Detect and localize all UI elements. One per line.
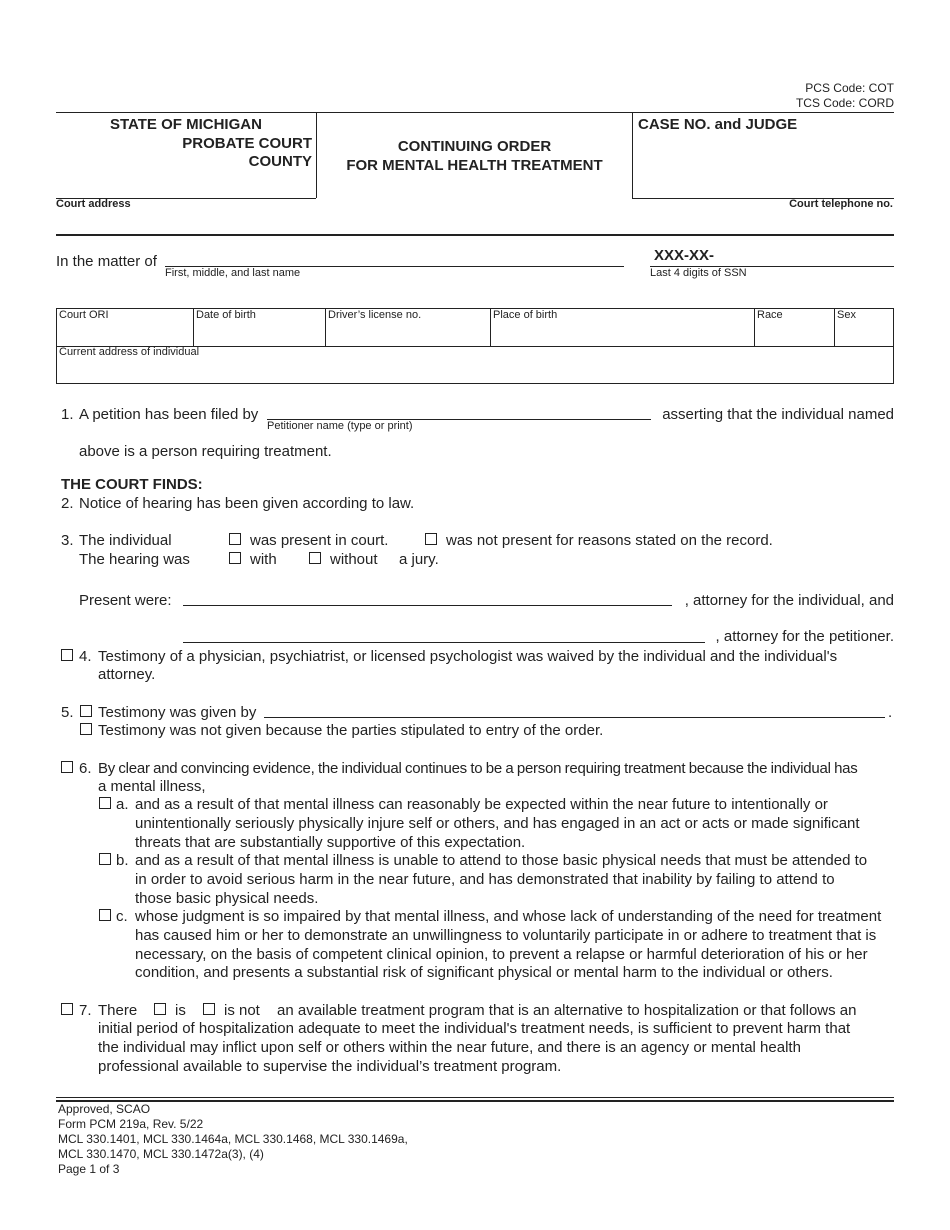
with-jury-checkbox[interactable] xyxy=(229,552,241,564)
item1-number: 1. xyxy=(61,406,74,423)
item6b-line3: those basic physical needs. xyxy=(135,890,319,907)
item6b-label: b. xyxy=(116,852,129,869)
sex-field[interactable]: Sex xyxy=(837,309,856,321)
present-label: was present in court. xyxy=(250,532,389,549)
item6c-line3: necessary, on the basis of competent clinical opinion, to prevent a relapse or harmful deterioration of his or her xyxy=(135,946,868,963)
attorney-individual-label: , attorney for the individual, and xyxy=(684,592,894,609)
ssn-caption: Last 4 digits of SSN xyxy=(650,267,747,279)
individual-label: The individual xyxy=(79,532,172,549)
footer-page: Page 1 of 3 xyxy=(58,1162,120,1176)
item6c-checkbox[interactable] xyxy=(99,909,111,921)
item5-number: 5. xyxy=(61,704,74,721)
petitioner-attorney-field[interactable] xyxy=(183,642,705,643)
item6b-checkbox[interactable] xyxy=(99,853,111,865)
court-label: PROBATE COURT xyxy=(182,135,312,152)
with-label: with xyxy=(250,551,277,568)
footer-mcl1: MCL 330.1401, MCL 330.1464a, MCL 330.1468, MCL 330.1469a, xyxy=(58,1132,408,1146)
court-address-label: Court address xyxy=(56,198,131,210)
present-were-label: Present were: xyxy=(79,592,172,609)
item6a-line3: threats that are substantially supportive of this expectation. xyxy=(135,834,526,851)
form-title-line2: FOR MENTAL HEALTH TREATMENT xyxy=(346,157,603,174)
item6-line1: By clear and convincing evidence, the individual continues to be a person requiring treatment because the individual has xyxy=(98,760,858,777)
item6-line2: a mental illness, xyxy=(98,778,206,795)
footer-approved: Approved, SCAO xyxy=(58,1102,151,1116)
court-phone-label: Court telephone no. xyxy=(789,198,893,210)
county-label: COUNTY xyxy=(248,153,312,170)
program-is-label: is xyxy=(175,1002,186,1019)
address-divider xyxy=(56,234,894,236)
tcs-code: TCS Code: CORD xyxy=(795,96,894,110)
item1-text-c: above is a person requiring treatment. xyxy=(79,443,332,460)
footer-rule xyxy=(56,1097,894,1102)
item7-line2: initial period of hospitalization adequate to meet the individual's treatment needs, is sufficient to prevent harm that xyxy=(98,1020,851,1037)
footer-form: Form PCM 219a, Rev. 5/22 xyxy=(58,1117,204,1131)
item6c-line2: has caused him or her to demonstrate an unwillingness to voluntarily participate in or adhere to treatment that is xyxy=(135,927,877,944)
item6c-label: c. xyxy=(116,908,128,925)
item6-checkbox[interactable] xyxy=(61,761,73,773)
hearing-label: The hearing was xyxy=(79,551,190,568)
item6c-line1: whose judgment is so impaired by that mental illness, and whose lack of understanding of the need for treatment xyxy=(135,908,882,925)
item4-line1: Testimony of a physician, psychiatrist, or licensed psychologist was waived by the individual and the individual's xyxy=(98,648,838,665)
not-present-checkbox[interactable] xyxy=(425,533,437,545)
license-field[interactable]: Driver’s license no. xyxy=(328,309,422,321)
jury-label: a jury. xyxy=(399,551,439,568)
name-caption: First, middle, and last name xyxy=(165,267,301,279)
dob-field[interactable]: Date of birth xyxy=(196,309,256,321)
item6a-checkbox[interactable] xyxy=(99,797,111,809)
ssn-prefix: XXX-XX- xyxy=(654,247,715,264)
petitioner-caption: Petitioner name (type or print) xyxy=(267,420,413,432)
without-label: without xyxy=(330,551,378,568)
not-present-label: was not present for reasons stated on the record. xyxy=(446,532,773,549)
footer-mcl2: MCL 330.1470, MCL 330.1472a(3), (4) xyxy=(58,1147,264,1161)
court-ori-field[interactable]: Court ORI xyxy=(59,309,109,321)
attorney-petitioner-label: , attorney for the petitioner. xyxy=(715,628,894,645)
testimony-not-given-label: Testimony was not given because the parties stipulated to entry of the order. xyxy=(98,722,604,739)
case-no-label: CASE NO. and JUDGE xyxy=(638,116,798,133)
item3-number: 3. xyxy=(61,532,74,549)
testimony-period: . xyxy=(888,704,893,721)
item2-text: Notice of hearing has been given according to law. xyxy=(79,495,415,512)
pcs-code: PCS Code: COT xyxy=(805,81,894,95)
item6-number: 6. xyxy=(79,760,92,777)
item2-number: 2. xyxy=(61,495,74,512)
individual-attorney-field[interactable] xyxy=(183,605,672,606)
item4-line2: attorney. xyxy=(98,666,156,683)
program-is-checkbox[interactable] xyxy=(154,1003,166,1015)
program-is-not-checkbox[interactable] xyxy=(203,1003,215,1015)
without-jury-checkbox[interactable] xyxy=(309,552,321,564)
item1-text-a: A petition has been filed by xyxy=(79,406,259,423)
item6a-line2: unintentionally seriously physically injure self or others, and has engaged in an act or acts or made significant xyxy=(135,815,860,832)
item7-checkbox[interactable] xyxy=(61,1003,73,1015)
item4-checkbox[interactable] xyxy=(61,649,73,661)
item7-number: 7. xyxy=(79,1002,92,1019)
testimony-given-checkbox[interactable] xyxy=(80,705,92,717)
matter-label: In the matter of xyxy=(56,253,157,270)
state-label: STATE OF MICHIGAN xyxy=(110,116,262,133)
testimony-given-label: Testimony was given by xyxy=(98,704,257,721)
birthplace-field[interactable]: Place of birth xyxy=(493,309,558,321)
item6a-line1: and as a result of that mental illness can reasonably be expected within the near future to intentionally or xyxy=(135,796,828,813)
item1-text-b: asserting that the individual named xyxy=(662,406,894,423)
item6b-line2: in order to avoid serious harm in the near future, and has demonstrated that inability by failing to attend to xyxy=(135,871,835,888)
item7-there: There xyxy=(98,1002,138,1019)
item6b-line1: and as a result of that mental illness is unable to attend to those basic physical needs that must be attended to xyxy=(135,852,868,869)
item7-line4: professional available to supervise the individual’s treatment program. xyxy=(98,1058,562,1075)
testimony-not-given-checkbox[interactable] xyxy=(80,723,92,735)
item7-line3: the individual may inflict upon self or others within the near future, and there is an agency or mental health xyxy=(98,1039,801,1056)
present-checkbox[interactable] xyxy=(229,533,241,545)
form-title-line1: CONTINUING ORDER xyxy=(397,138,552,155)
item7-line1: an available treatment program that is an alternative to hospitalization or that follows an xyxy=(277,1002,857,1019)
race-field[interactable]: Race xyxy=(757,309,783,321)
program-is-not-label: is not xyxy=(224,1002,260,1019)
item6c-line4: condition, and presents a substantial risk of significant physical or mental harm to the individual or others. xyxy=(135,964,833,981)
current-address-field[interactable]: Current address of individual xyxy=(59,346,200,358)
court-finds-heading: THE COURT FINDS: xyxy=(61,476,203,493)
item6a-label: a. xyxy=(116,796,129,813)
testimony-given-by-field[interactable] xyxy=(264,717,885,718)
item4-number: 4. xyxy=(79,648,92,665)
